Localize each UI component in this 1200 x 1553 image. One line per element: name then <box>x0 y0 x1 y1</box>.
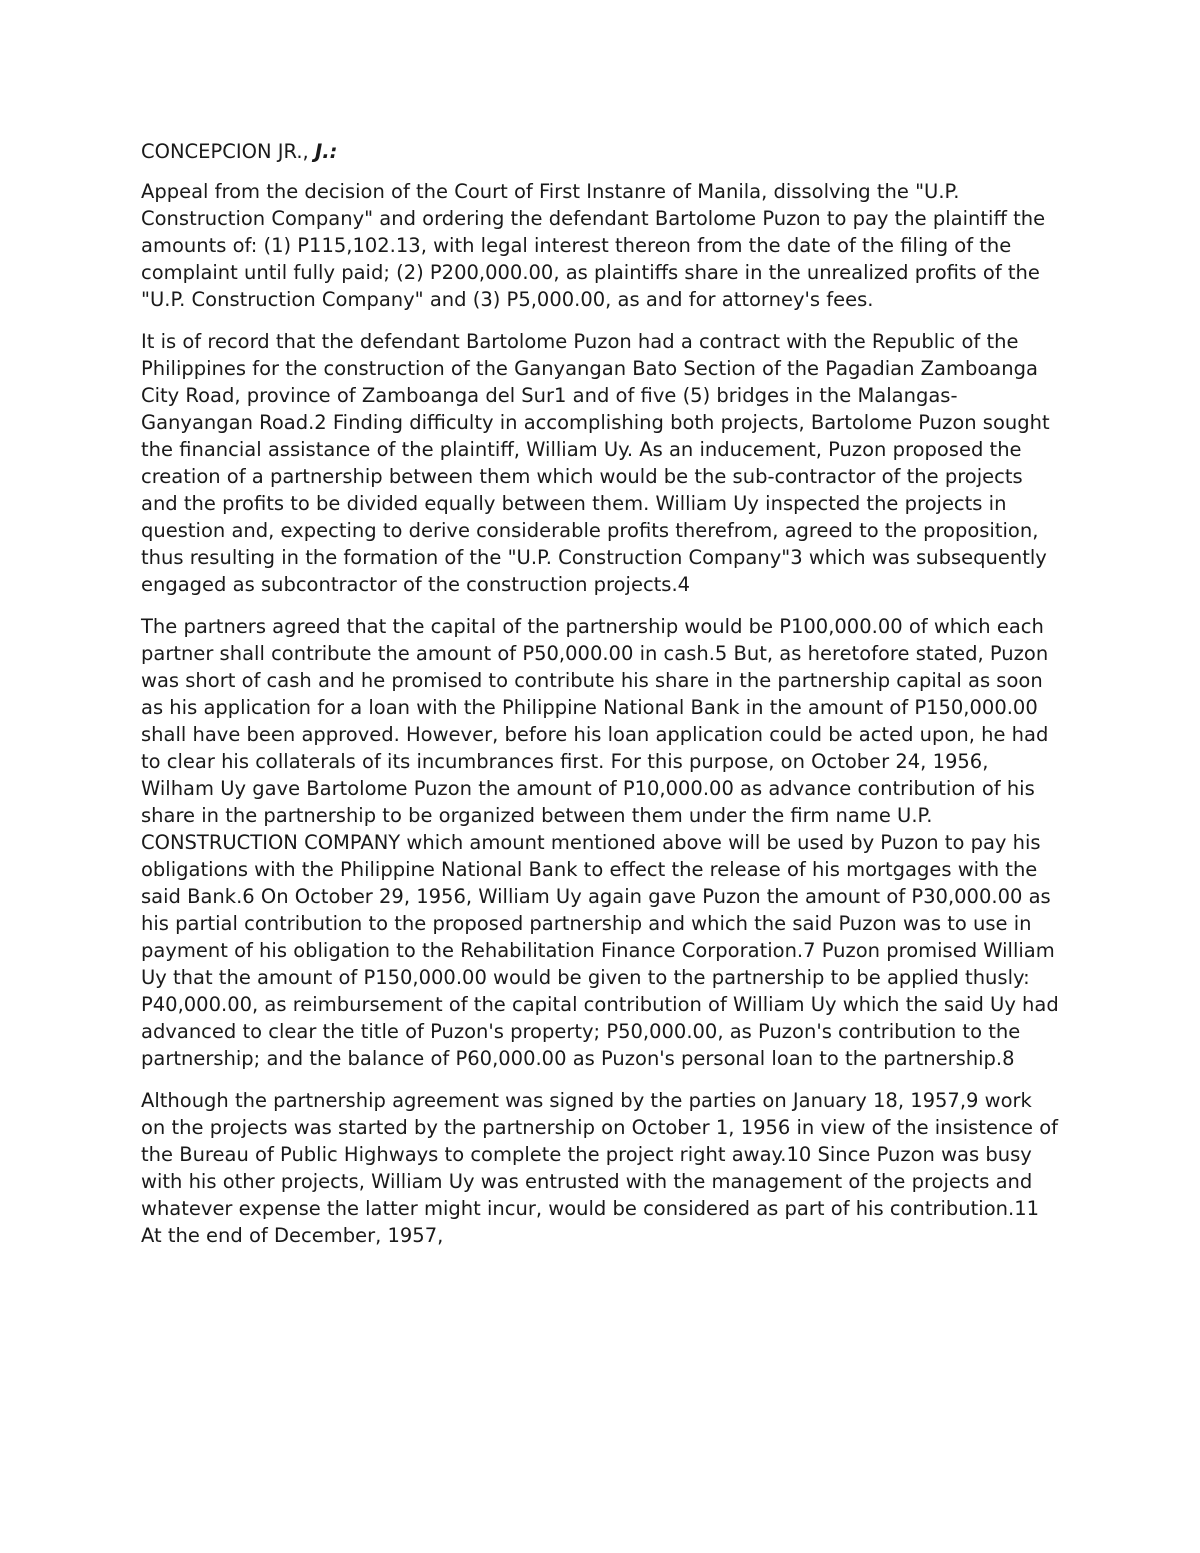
justice-title: J.: <box>314 140 338 163</box>
paragraph-record: It is of record that the defendant Bartolome Puzon had a contract with the Republic of the Philippines for the construction of the Ganyangan Bato Section of the Pagadian Zamboanga City Road, province of Zamboanga del Sur1 and of five (5) bridges in the Malangas-Ganyangan Road.2 Finding difficulty in accomplishing both projects, Bartolome Puzon sought the financial assistance of the plaintiff, William Uy. As an inducement, Puzon proposed the creation of a partnership between them which would be the sub-contractor of the projects and the profits to be divided equally between them. William Uy inspected the projects in question and, expecting to derive considerable profits therefrom, agreed to the proposition, thus resulting in the formation of the "U.P. Construction Company"3 which was subsequently engaged as subcontractor of the construction projects.4 <box>141 330 1050 596</box>
document-body <box>141 137 1061 1264</box>
paragraph-appeal: Appeal from the decision of the Court of First Instanre of Manila, dissolving the "U.P. Construction Company" and ordering the defendant Bartolome Puzon to pay the plaintiff the amounts of: (1) P115,102.13, with legal interest thereon from the date of the filing of the complaint until fully paid; (2) P200,000.00, as plaintiffs share in the unrealized profits of the "U.P. Construction Company" and (3) P5,000.00, as and for attorney's fees. <box>141 180 1046 311</box>
paragraph-capital: The partners agreed that the capital of the partnership would be P100,000.00 of which each partner shall contribute the amount of P50,000.00 in cash.5 But, as heretofore stated, Puzon was short of cash and he promised to contribute his share in the partnership capital as soon as his application for a loan with the Philippine National Bank in the amount of P150,000.00 shall have been approved. However, before his loan application could be acted upon, he had to clear his collaterals of its incumbrances first. For this purpose, on October 24, 1956, Wilham Uy gave Bartolome Puzon the amount of P10,000.00 as advance contribution of his share in the partnership to be organized between them under the firm name U.P. CONSTRUCTION COMPANY which amount mentioned above will be used by Puzon to pay his obligations with the Philippine National Bank to effect the release of his mortgages with the said Bank.6 On October 29, 1956, William Uy again gave Puzon the amount of P30,000.00 as his partial contribution to the proposed partnership and which the said Puzon was to use in payment of his obligation to the Rehabilitation Finance Corporation.7 Puzon promised William Uy that the amount of P150,000.00 would be given to the partnership to be applied thusly: P40,000.00, as reimbursement of the capital contribution of William Uy which the said Uy had advanced to clear the title of Puzon's property; P50,000.00, as Puzon's contribution to the partnership; and the balance of P60,000.00 as Puzon's personal loan to the partnership.8 <box>141 615 1059 1070</box>
paragraph-agreement: Although the partnership agreement was signed by the parties on January 18, 1957,9 work on the projects was started by the partnership on October 1, 1956 in view of the insistence of the Bureau of Public Highways to complete the project right away.10 Since Puzon was busy with his other projects, William Uy was entrusted with the management of the projects and whatever expense the latter might incur, would be considered as part of his contribution.11 At the end of December, 1957, <box>141 1089 1059 1247</box>
justice-name: CONCEPCION JR., <box>141 140 309 163</box>
opinion-heading <box>141 137 1061 167</box>
